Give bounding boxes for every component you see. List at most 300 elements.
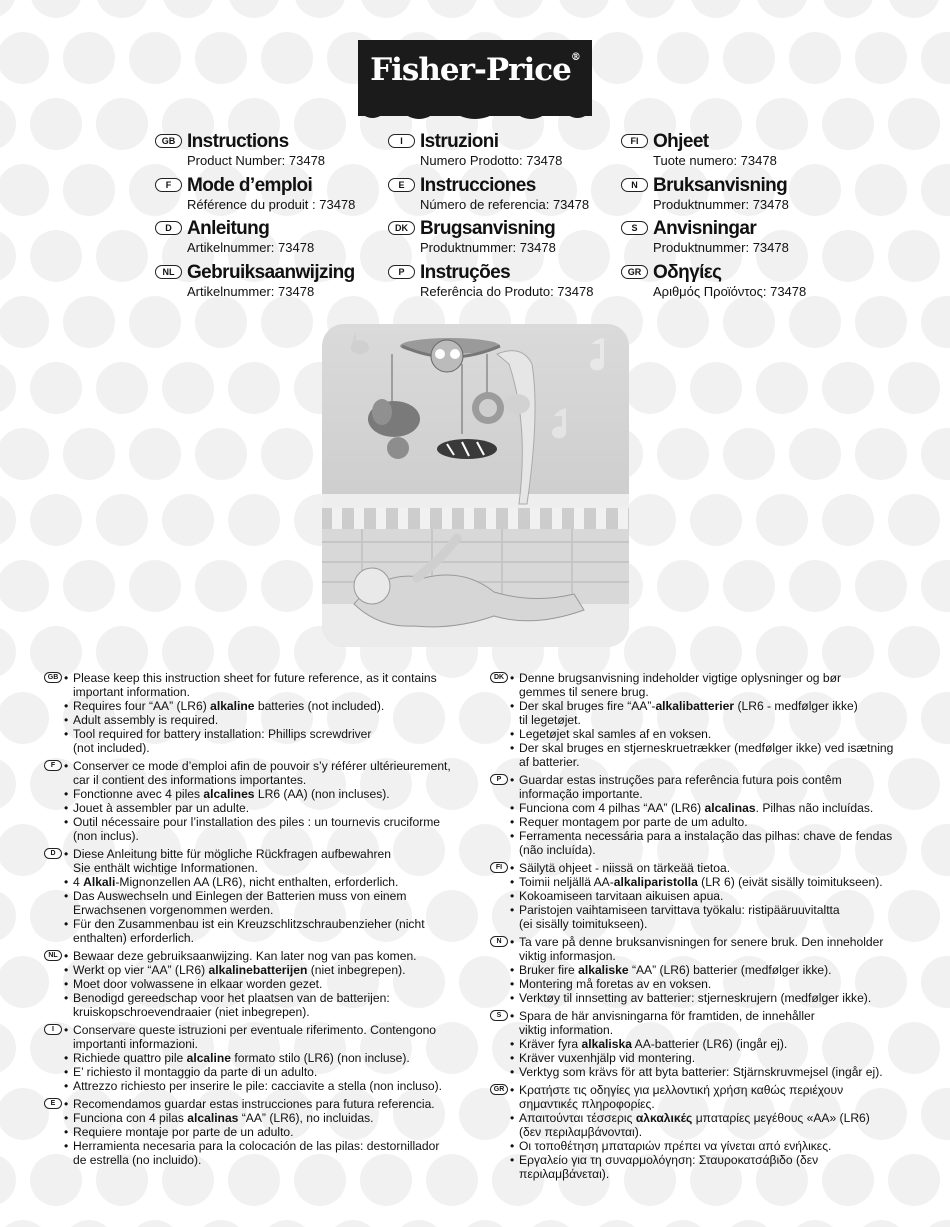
- language-badge: D: [155, 221, 182, 235]
- bullet-item: [509, 935, 910, 963]
- product-number: Referência do Produto: 73478: [420, 283, 594, 299]
- bullet-text: AA-batterier (LR6) (ingår ej).: [631, 1037, 788, 1051]
- bullet-text: Richiede quattro pile: [73, 1051, 187, 1065]
- bullet-text: (non inclus).: [73, 829, 139, 843]
- bullet-text: importanti informazioni.: [73, 1037, 199, 1051]
- background-dot: [30, 230, 82, 282]
- background-dot: [723, 32, 775, 84]
- bullet-text: formato stilo (LR6) (non incluse).: [231, 1051, 410, 1065]
- bullet-item: [509, 903, 910, 931]
- background-dot: [789, 32, 841, 84]
- background-dot: [162, 494, 214, 546]
- background-dot: [789, 1220, 841, 1227]
- bullet-item: [509, 1065, 910, 1079]
- bullet-text: Recomendamos guardar estas instrucciones para futura referencia.: [73, 1097, 435, 1111]
- bold-keyword: alcalinas: [187, 1111, 239, 1125]
- bullet-text: περιλαμβάνεται).: [519, 1167, 610, 1181]
- background-dot: [0, 428, 49, 480]
- background-dot: [63, 428, 115, 480]
- bullet-text: Conservare queste istruzioni per eventuale riferimento. Contengono: [73, 1023, 437, 1037]
- background-dot: [162, 0, 214, 18]
- background-dot: [921, 296, 950, 348]
- background-dot: [657, 428, 709, 480]
- background-dot: [888, 230, 940, 282]
- bullet-text: LR6 (AA) (non incluses).: [254, 787, 390, 801]
- language-badge: NL: [155, 265, 182, 279]
- background-dot: [822, 362, 874, 414]
- language-badge: F: [44, 760, 62, 771]
- bullet-item: [63, 917, 474, 945]
- bullet-text: Tool required for battery installation: Phillips screwdriver: [73, 727, 372, 741]
- product-number: Produktnummer: 73478: [653, 240, 789, 255]
- background-dot: [855, 1220, 907, 1227]
- bullet-text: Das Auswechseln und Einlegen der Batterien muss von einem: [73, 889, 407, 903]
- title-entry: [621, 262, 851, 306]
- bullet-item: [63, 977, 474, 991]
- background-dot: [0, 956, 49, 1008]
- bullet-item: [509, 1111, 910, 1139]
- background-dot: [0, 1088, 49, 1140]
- bullet-item: [509, 1051, 910, 1065]
- language-badge: I: [44, 1024, 62, 1035]
- bullet-text: Kräver fyra: [519, 1037, 582, 1051]
- bullet-item: [509, 1009, 910, 1037]
- bullet-item: [63, 1139, 474, 1167]
- bullet-text: batteries (not included).: [254, 699, 385, 713]
- background-dot: [855, 164, 907, 216]
- bullet-text: (LR6 - medfølger ikke): [734, 699, 858, 713]
- bullets-right-column: [490, 671, 910, 1185]
- registered-mark: ®: [570, 52, 580, 63]
- bullet-text: Ta vare på denne bruksanvisningen for senere bruk. Den inneholder: [519, 935, 884, 949]
- language-badge: P: [388, 265, 415, 279]
- background-dot: [96, 494, 148, 546]
- title-entry: [155, 131, 385, 175]
- background-dot: [129, 1220, 181, 1227]
- background-dot: [921, 824, 950, 876]
- background-dot: [0, 890, 16, 942]
- bullet-text: μπαταρίες μεγέθους «AA» (LR6): [692, 1111, 870, 1125]
- bullet-text: Spara de här anvisningarna för framtiden, de innehåller: [519, 1009, 815, 1023]
- background-dot: [789, 560, 841, 612]
- language-title: Istruzioni: [420, 131, 499, 152]
- bullet-text: Guardar estas instruções para referência futura pois contêm: [519, 773, 842, 787]
- bold-keyword: Alkali: [83, 875, 116, 889]
- bullet-text: af batterier.: [519, 755, 580, 769]
- background-dot: [63, 560, 115, 612]
- background-dot: [756, 362, 808, 414]
- background-dot: [0, 164, 49, 216]
- background-dot: [261, 428, 313, 480]
- bullet-text: Benodigd gereedschap voor het plaatsen van de batterijen:: [73, 991, 390, 1005]
- bullet-text: Funciona com 4 pilhas “AA” (LR6): [519, 801, 705, 815]
- bullet-item: [509, 977, 910, 991]
- background-dot: [855, 428, 907, 480]
- language-badge: N: [621, 178, 648, 192]
- bullet-group-p: [490, 773, 910, 857]
- bullet-text: -Mignonzellen AA (LR6), nicht enthalten, erforderlich.: [115, 875, 399, 889]
- bullet-text: Montering må foretas av en voksen.: [519, 977, 712, 991]
- language-title: Ohjeet: [653, 131, 709, 152]
- background-dot: [690, 0, 742, 18]
- background-dot: [921, 1220, 950, 1227]
- background-dot: [657, 560, 709, 612]
- background-dot: [129, 32, 181, 84]
- bullet-text: important information.: [73, 685, 190, 699]
- background-dot: [0, 296, 49, 348]
- product-number: Numero Prodotto: 73478: [420, 153, 563, 168]
- bullet-text: Requiere montaje por parte de un adulto.: [73, 1125, 294, 1139]
- bullet-text: til legetøjet.: [519, 713, 581, 727]
- bullet-item: [509, 861, 910, 875]
- bullet-item: [63, 949, 474, 963]
- bullet-item: [509, 991, 910, 1005]
- bullet-text: Erwachsenen vorgenommen werden.: [73, 903, 274, 917]
- background-dot: [921, 164, 950, 216]
- background-dot: [0, 1220, 49, 1227]
- language-title: Instructions: [187, 131, 289, 152]
- bold-keyword: αλκαλικές: [635, 1111, 693, 1125]
- bullet-text: Kräver vuxenhjälp vid montering.: [519, 1051, 696, 1065]
- bullet-text: (não incluída).: [519, 843, 596, 857]
- language-badge: S: [621, 221, 648, 235]
- background-dot: [30, 362, 82, 414]
- bullet-text: . Pilhas não incluídas.: [755, 801, 874, 815]
- background-dot: [96, 98, 148, 150]
- language-title: Instrucciones: [420, 174, 536, 196]
- language-title: Bruksanvisning: [653, 174, 788, 196]
- product-number: Product Number: 73478: [187, 153, 326, 168]
- bullet-group-i: [44, 1023, 474, 1093]
- background-dot: [921, 32, 950, 84]
- bullet-text: viktig informasjon.: [519, 949, 616, 963]
- title-entry: [155, 262, 385, 306]
- bold-keyword: alkaliparistolla: [613, 875, 698, 889]
- bullet-text: E’ richiesto il montaggio da parte di un adulto.: [73, 1065, 318, 1079]
- bullet-item: [63, 889, 474, 917]
- background-dot: [228, 494, 280, 546]
- background-dot: [492, 0, 544, 18]
- bullet-text: car il contient des informations importantes.: [73, 773, 307, 787]
- background-dot: [162, 362, 214, 414]
- bullet-item: [509, 671, 910, 699]
- background-dot: [195, 428, 247, 480]
- bullet-text: (ei sisälly toimitukseen).: [519, 917, 648, 931]
- product-number: Αριθμός Προϊόντος: 73478: [653, 283, 807, 299]
- language-badge: FI: [490, 862, 508, 873]
- bullet-item: [63, 671, 474, 699]
- background-dot: [0, 32, 49, 84]
- bullet-text: Moet door volwassene in elkaar worden gezet.: [73, 977, 323, 991]
- language-badge: GB: [155, 134, 182, 148]
- background-dot: [855, 32, 907, 84]
- bullet-item: [63, 1097, 474, 1111]
- background-dot: [129, 560, 181, 612]
- background-dot: [756, 494, 808, 546]
- logo-scallop: [358, 104, 592, 124]
- background-dot: [921, 1088, 950, 1140]
- bullet-text: Κρατήστε τις οδηγίες για μελλοντική χρήση καθώς περιέχουν: [519, 1083, 844, 1097]
- bold-keyword: alkaliska: [581, 1037, 632, 1051]
- bullet-text: Werkt op vier “AA” (LR6): [73, 963, 209, 977]
- background-dot: [822, 0, 874, 18]
- bullet-item: [509, 699, 910, 727]
- title-column-2: [388, 131, 618, 305]
- language-badge: E: [44, 1098, 62, 1109]
- language-badge: DK: [490, 672, 508, 683]
- language-badge: D: [44, 848, 62, 859]
- product-number: Produktnummer: 73478: [653, 196, 789, 212]
- background-dot: [261, 1220, 313, 1227]
- background-dot: [888, 98, 940, 150]
- bold-keyword: alcalines: [203, 787, 255, 801]
- bullet-text: Outil nécessaire pour l’installation des piles : un tournevis cruciforme: [73, 815, 441, 829]
- background-dot: [63, 32, 115, 84]
- bullet-item: [63, 1023, 474, 1051]
- bullet-item: [63, 963, 474, 977]
- background-dot: [0, 560, 49, 612]
- language-badge: GB: [44, 672, 62, 683]
- language-title: Οδηγίες: [653, 261, 722, 283]
- bullet-item: [63, 1065, 474, 1079]
- bullet-text: Diese Anleitung bitte für mögliche Rückfragen aufbewahren: [73, 847, 391, 861]
- background-dot: [96, 362, 148, 414]
- title-entry: [388, 131, 618, 175]
- bullet-text: Οι τοποθέτηση μπαταριών πρέπει να γίνεται από ενήλικες.: [519, 1139, 832, 1153]
- bullet-text: Jouet à assembler par un adulte.: [73, 801, 250, 815]
- bullet-text: Säilytä ohjeet - niissä on tärkeää tietoa.: [519, 861, 731, 875]
- background-dot: [0, 692, 49, 744]
- bullets-left-column: [44, 671, 474, 1171]
- bullet-item: [509, 727, 910, 741]
- bullet-text: Απαιτούνται τέσσερις: [519, 1111, 636, 1125]
- title-column-3: [621, 131, 851, 305]
- bullet-item: [509, 963, 910, 977]
- background-dot: [294, 0, 346, 18]
- bullet-item: [63, 1079, 474, 1093]
- product-number: Référence du produit : 73478: [187, 196, 356, 212]
- bullet-text: Requires four “AA” (LR6): [73, 699, 211, 713]
- background-dot: [525, 1220, 577, 1227]
- background-dot: [657, 1220, 709, 1227]
- background-dot: [690, 494, 742, 546]
- bullet-item: [509, 889, 910, 903]
- title-entry: [155, 175, 385, 219]
- bullet-item: [509, 875, 910, 889]
- background-dot: [558, 0, 610, 18]
- language-title: Anleitung: [187, 218, 270, 239]
- bullet-text: Bewaar deze gebruiksaanwijzing. Kan later nog van pas komen.: [73, 949, 417, 963]
- background-dot: [195, 1220, 247, 1227]
- bullet-item: [63, 847, 474, 875]
- language-badge: NL: [44, 950, 62, 961]
- language-badge: P: [490, 774, 508, 785]
- background-dot: [30, 0, 82, 18]
- product-number: Tuote numero: 73478: [653, 153, 777, 168]
- language-title: Gebruiksaanwijzing: [187, 261, 355, 283]
- background-dot: [0, 0, 16, 18]
- background-dot: [921, 560, 950, 612]
- background-dot: [195, 560, 247, 612]
- title-entry: [621, 218, 851, 262]
- bullet-text: Der skal bruges fire “AA”-: [519, 699, 656, 713]
- bold-keyword: alcaline: [186, 1051, 231, 1065]
- background-dot: [723, 560, 775, 612]
- background-dot: [789, 428, 841, 480]
- background-dot: [888, 0, 940, 18]
- background-dot: [888, 362, 940, 414]
- background-dot: [657, 32, 709, 84]
- background-dot: [63, 1220, 115, 1227]
- bold-keyword: alkalinebatterijen: [208, 963, 308, 977]
- background-dot: [426, 0, 478, 18]
- bullet-item: [63, 801, 474, 815]
- bold-keyword: alkaliske: [578, 963, 629, 977]
- background-dot: [921, 428, 950, 480]
- bullet-text: (LR 6) (eivät sisälly toimitukseen).: [697, 875, 883, 889]
- bullet-text: Paristojen vaihtamiseen tarvittava työkalu: ristipääruuvitaltta: [519, 903, 840, 917]
- bullet-text: Εργαλείο για τη συναρμολόγηση: Σταυροκατσάβιδο (δεν: [519, 1153, 819, 1167]
- background-dot: [360, 0, 412, 18]
- language-badge: F: [155, 178, 182, 192]
- language-badge: GR: [490, 1084, 508, 1095]
- bullet-text: Bruker fire: [519, 963, 579, 977]
- language-badge: I: [388, 134, 415, 148]
- bullet-text: Fonctionne avec 4 piles: [73, 787, 204, 801]
- bullet-item: [509, 773, 910, 801]
- background-dot: [0, 494, 16, 546]
- background-dot: [591, 1220, 643, 1227]
- bullet-item: [63, 1051, 474, 1065]
- bullet-text: Adult assembly is required.: [73, 713, 219, 727]
- bullet-item: [63, 787, 474, 801]
- bullet-text: Kokoamiseen tarvitaan aikuisen apua.: [519, 889, 724, 903]
- bullet-text: Funciona con 4 pilas: [73, 1111, 188, 1125]
- bullet-group-d: [44, 847, 474, 945]
- bullet-item: [509, 1139, 910, 1153]
- bullet-text: Ferramenta necessária para a instalação das pilhas: chave de fendas: [519, 829, 893, 843]
- title-grid: [155, 131, 855, 306]
- title-entry: [388, 175, 618, 219]
- background-dot: [0, 626, 16, 678]
- product-number: Produktnummer: 73478: [420, 240, 556, 255]
- language-title: Brugsanvisning: [420, 218, 556, 239]
- background-dot: [327, 1220, 379, 1227]
- bold-keyword: alkaline: [210, 699, 255, 713]
- bullet-text: (not included).: [73, 741, 150, 755]
- product-number: Artikelnummer: 73478: [187, 240, 315, 255]
- bullet-item: [63, 875, 474, 889]
- bullet-text: Please keep this instruction sheet for future reference, as it contains: [73, 671, 437, 685]
- background-dot: [855, 560, 907, 612]
- background-dot: [855, 296, 907, 348]
- bullet-text: Legetøjet skal samles af en voksen.: [519, 727, 712, 741]
- bullet-item: [509, 829, 910, 857]
- background-dot: [690, 362, 742, 414]
- background-dot: [30, 494, 82, 546]
- background-dot: [228, 362, 280, 414]
- bullet-text: “AA” (LR6) batterier (medfølger ikke).: [628, 963, 832, 977]
- bullet-group-gb: [44, 671, 474, 755]
- bullet-group-nl: [44, 949, 474, 1019]
- background-dot: [756, 0, 808, 18]
- background-dot: [261, 560, 313, 612]
- background-dot: [96, 0, 148, 18]
- bullet-item: [63, 991, 474, 1019]
- background-dot: [723, 1220, 775, 1227]
- bullet-text: viktig information.: [519, 1023, 614, 1037]
- bullet-item: [509, 801, 910, 815]
- background-dot: [921, 956, 950, 1008]
- background-dot: [0, 758, 16, 810]
- background-dot: [888, 494, 940, 546]
- language-badge: E: [388, 178, 415, 192]
- bullet-item: [509, 741, 910, 769]
- bullet-item: [63, 1125, 474, 1139]
- bullet-text: de estrella (no incluido).: [73, 1153, 202, 1167]
- bullet-group-fi: [490, 861, 910, 931]
- language-title: Mode d’emploi: [187, 174, 313, 196]
- language-title: Anvisningar: [653, 218, 757, 239]
- background-dot: [0, 230, 16, 282]
- background-dot: [195, 32, 247, 84]
- bullet-group-s: [490, 1009, 910, 1079]
- bullet-item: [63, 759, 474, 787]
- bullet-text: Requer montagem por parte de um adulto.: [519, 815, 748, 829]
- bold-keyword: alcalinas: [704, 801, 756, 815]
- bullet-text: Herramienta necesaria para la colocación de las pilas: destornillador: [73, 1139, 440, 1153]
- bullet-text: Attrezzo richiesto per inserire le pile: cacciavite a stella (non incluso).: [73, 1079, 443, 1093]
- background-dot: [723, 428, 775, 480]
- title-column-1: [155, 131, 385, 305]
- bullet-item: [509, 1037, 910, 1051]
- bullet-text: Für den Zusammenbau ist ein Kreuzschlitzschraubenzieher (nicht: [73, 917, 425, 931]
- background-dot: [261, 32, 313, 84]
- bullet-text: informação importante.: [519, 787, 643, 801]
- product-number: Artikelnummer: 73478: [187, 283, 315, 299]
- bullet-text: 4: [73, 875, 84, 889]
- bullet-item: [63, 1111, 474, 1125]
- bullet-text: Verktyg som krävs för att byta batterier: Stjärnskruvmejsel (ingår ej).: [519, 1065, 883, 1079]
- background-dot: [822, 494, 874, 546]
- bullet-text: Verktøy til innsetting av batterier: stjerneskrujern (medfølger ikke).: [519, 991, 872, 1005]
- bold-keyword: alkalibatterier: [655, 699, 735, 713]
- language-title: Instruções: [420, 261, 511, 283]
- bullet-item: [63, 699, 474, 713]
- title-entry: [155, 218, 385, 262]
- bullet-text: Der skal bruges en stjerneskruetrækker (medfølger ikke) ved isætning: [519, 741, 894, 755]
- bullet-group-e: [44, 1097, 474, 1167]
- bullet-item: [63, 815, 474, 843]
- background-dot: [393, 1220, 445, 1227]
- language-badge: S: [490, 1010, 508, 1021]
- background-dot: [624, 494, 676, 546]
- bullet-group-gr: [490, 1083, 910, 1181]
- logo-text: Fisher-Price: [370, 52, 571, 88]
- language-badge: GR: [621, 265, 648, 279]
- bullet-item: [63, 727, 474, 755]
- background-dot: [0, 362, 16, 414]
- background-dot: [921, 692, 950, 744]
- bullet-group-f: [44, 759, 474, 843]
- bullet-item: [509, 1083, 910, 1111]
- title-entry: [621, 131, 851, 175]
- background-dot: [591, 32, 643, 84]
- background-dot: [96, 230, 148, 282]
- background-dot: [0, 1154, 16, 1206]
- bullet-group-dk: [490, 671, 910, 769]
- background-dot: [624, 0, 676, 18]
